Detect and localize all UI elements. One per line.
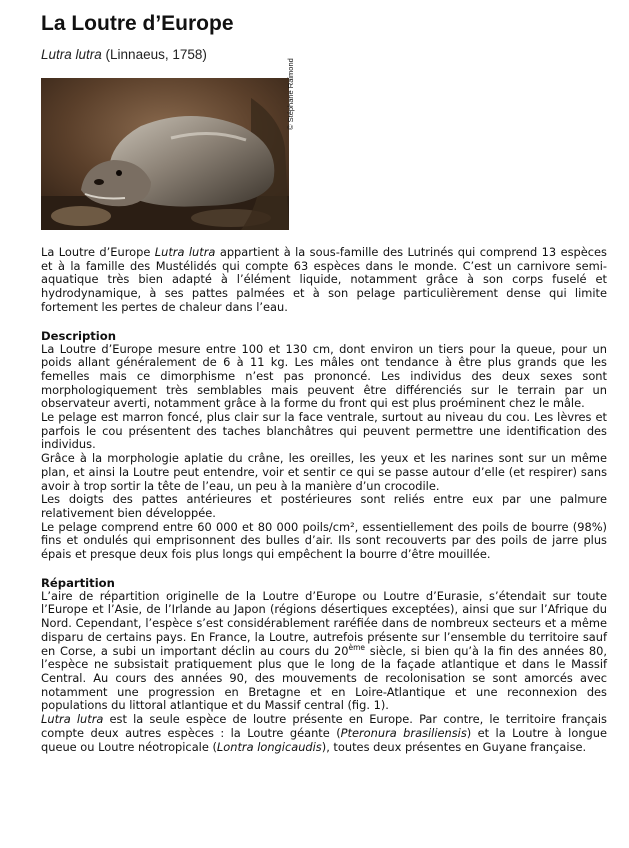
repartition-paragraph: Lutra lutra est la seule espèce de loutre présente en Europe. Par contre, le territoire français compte deux autres espèces : la Loutre géante (Pteronura brasiliensis) et la Loutre à longue queue ou Loutre néotropicale (Lontra longicaudis), toutes deux présentes en Guyane française. [41, 712, 607, 754]
description-paragraph: Le pelage est marron foncé, plus clair sur la face ventrale, surtout au niveau du cou. Les lèvres et parfois le cou présentent des taches blanchâtres qui peuvent permettre une identification des individus. [41, 410, 607, 452]
description-paragraph: La Loutre d’Europe mesure entre 100 et 130 cm, dont environ un tiers pour la queue, pour un poids allant généralement de 6 à 11 kg. Les mâles ont tendance à être plus grands que les femelles mais ce dimorphisme n’est pas prononcé. Les individus des deux sexes sont morphologiquement très semblables mais peuvent être différenciés sur le terrain par un observateur averti, notamment grâce à la forme du front qui est plus proéminent chez le mâle. [41, 341, 607, 411]
repartition-paragraph: L’aire de répartition originelle de la Loutre d’Europe ou Loutre d’Eurasie, s’étendait sur toute l’Europe et l’Asie, de l’Irlande au Japon (régions désertiques exceptées), ainsi que sur l’Afrique du Nord. Cependant, l’espèce s’est considérablement raréfiée dans de nombreux secteurs et a même disparu de certains pays. En France, la Loutre, autrefois présente sur l’ensemble du territoire sauf en Corse, a subi un important déclin au cours du 20ème siècle, si bien qu’à la fin des années 80, l’espèce ne subsistait pratiquement plus que le long de la façade atlantique et dans le Massif Central. Au cours des années 90, des mouvements de recolonisation se sont amorcés avec notamment une progression en Bretagne et en Loire-Atlantique et une reconnexion des populations du littoral atlantique et du Massif central (fig. 1). [41, 588, 608, 713]
scientific-name [41, 46, 207, 64]
otter-image [41, 78, 289, 230]
article-body [41, 246, 607, 754]
author-citation: (Linnaeus, 1758) [101, 47, 207, 62]
photo-credit: © Stéphane Raimond [286, 58, 295, 130]
page-title: La Loutre d’Europe [41, 12, 234, 35]
description-paragraph: Les doigts des pattes antérieures et postérieures sont reliés entre eux par une palmure relativement bien développée. [41, 492, 607, 520]
section-heading-repartition: Répartition [41, 575, 115, 590]
otter-photo [41, 78, 289, 230]
description-paragraph: Le pelage comprend entre 60 000 et 80 000 poils/cm², essentiellement des poils de bourre (98%) fins et ondulés qui emprisonnent des bulles d’air. Ils sont recouverts par des poils de jarre plus épais et presque deux fois plus longs qui empêchent la bourre d’être mouillée. [41, 519, 607, 562]
description-paragraph: Grâce à la morphologie aplatie du crâne, les oreilles, les yeux et les narines sont sur un même plan, et ainsi la Loutre peut entendre, voir et sentir ce qui se passe autour d’elle (et respirer) sans avoir à trop sortir la tête de l’eau, un peu à la manière d’un crocodile. [41, 451, 607, 493]
intro-paragraph: La Loutre d’Europe Lutra lutra appartient à la sous-famille des Lutrinés qui comprend 13 espèces et à la famille des Mustélidés qui compte 63 espèces dans le monde. C’est un carnivore semi-aquatique très bien adapté à l’élément liquide, notamment grâce à son corps fuselé et hydrodynamique, à ses pattes palmées et à son pelage particulièrement dense qui limite fortement les pertes de chaleur dans l’eau. [41, 245, 607, 314]
latin-name: Lutra lutra [41, 47, 102, 62]
section-heading-description: Description [41, 328, 116, 343]
